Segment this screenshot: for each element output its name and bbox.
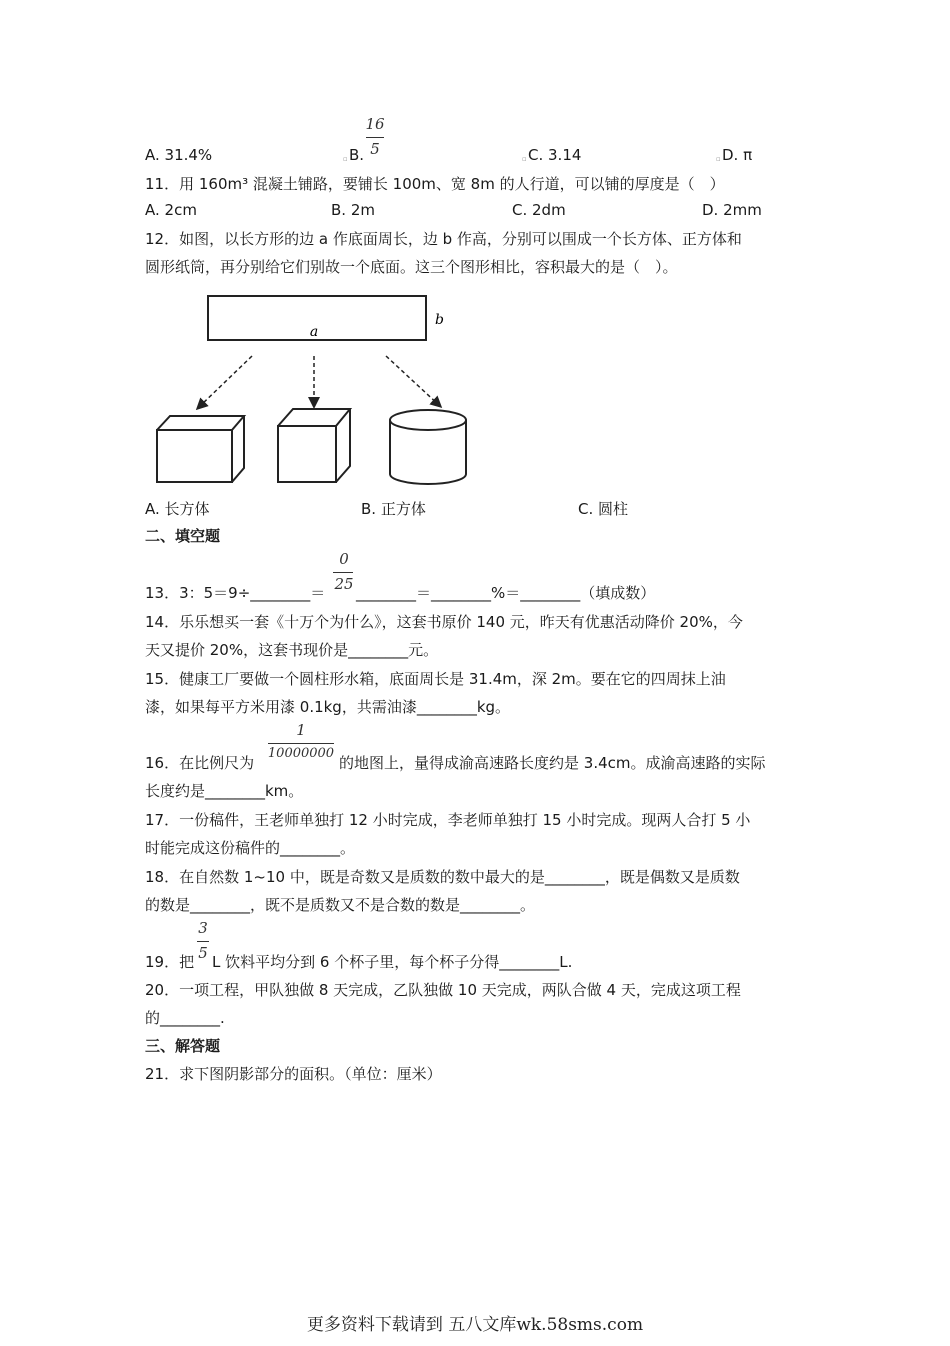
question-16-before: 16．在比例尺为 (145, 754, 255, 772)
option-marker: ▫ (716, 155, 721, 163)
question-12-line1: 12．如图，以长方形的边 a 作底面周长，边 b 作高，分别可以围成一个长方体、正方体和 (145, 230, 742, 248)
fraction-denominator: 25 (334, 575, 354, 593)
arrow-right (386, 356, 440, 406)
option-a: A. 31.4% (145, 146, 213, 164)
question-13-before: 13．3：5＝9÷________＝ (145, 584, 326, 602)
question-14-line2: 天又提价 20%，这套书现价是________元。 (145, 641, 439, 659)
fraction-denominator: 5 (370, 140, 380, 158)
fraction-bar (366, 137, 384, 138)
question-16-line2: 长度约是________km。 (145, 782, 304, 800)
option-marker: ▫ (522, 155, 527, 163)
fraction-denominator: 5 (198, 944, 208, 962)
q11-option-a: A. 2cm (145, 201, 197, 219)
fraction-numerator: 16 (365, 115, 385, 133)
question-11: 11．用 160m³ 混凝土铺路，要铺长 100m、宽 8m 的人行道，可以铺的厚度是（ ） (145, 175, 725, 193)
question-17-line1: 17．一份稿件，王老师单独打 12 小时完成，李老师单独打 15 小时完成。现两人合打 5 小 (145, 811, 751, 829)
q12-figure (140, 288, 480, 488)
fraction-numerator: 1 (296, 721, 306, 739)
question-20-line2: 的________. (145, 1009, 225, 1027)
option-marker: ▫ (343, 155, 348, 163)
question-19-after: L 饮料平均分到 6 个杯子里，每个杯子分得________L. (212, 953, 573, 971)
q12-option-c: C. 圆柱 (578, 500, 629, 518)
question-19-before: 19．把 (145, 953, 195, 971)
question-16-after: 的地图上，量得成渝高速路长度约是 3.4cm。成渝高速路的实际 (339, 754, 766, 772)
q12-option-b: B. 正方体 (361, 500, 426, 518)
question-13-after: ________＝________%＝________（填成数） (356, 584, 656, 602)
fraction-numerator: 0 (339, 550, 349, 568)
section-heading-answer: 三、解答题 (145, 1037, 221, 1055)
question-21: 21．求下图阴影部分的面积。（单位：厘米） (145, 1065, 442, 1083)
option-c: C. 3.14 (528, 146, 582, 164)
arrow-left (198, 356, 252, 408)
question-20-line1: 20．一项工程，甲队独做 8 天完成，乙队独做 10 天完成，两队合做 4 天，完成这项工程 (145, 981, 741, 999)
fraction-bar (333, 572, 353, 573)
fraction-denominator: 10000000 (267, 746, 335, 761)
q11-option-d: D. 2mm (702, 201, 762, 219)
fraction-bar (268, 743, 334, 744)
cylinder-shape (390, 410, 466, 484)
label-a: a (309, 324, 319, 340)
q12-option-a: A. 长方体 (145, 500, 210, 518)
option-b-label: B. (349, 146, 365, 164)
question-18-line2: 的数是________，既不是质数又不是合数的数是________。 (145, 896, 536, 914)
label-b: b (435, 312, 444, 328)
q11-option-c: C. 2dm (512, 201, 566, 219)
question-15-line2: 漆，如果每平方米用漆 0.1kg，共需油漆________kg。 (145, 698, 511, 716)
option-d: D. π (722, 146, 753, 164)
fraction-bar (197, 941, 209, 942)
cube-shape (278, 409, 350, 482)
q11-option-b: B. 2m (331, 201, 375, 219)
fraction-numerator: 3 (198, 919, 208, 937)
footer-watermark: 更多资料下载请到 五八文库wk.58sms.com (306, 1315, 644, 1335)
section-heading-fill-blank: 二、填空题 (145, 527, 221, 545)
question-12-line2: 圆形纸筒，再分别给它们别故一个底面。这三个图形相比，容积最大的是（ ）。 (145, 258, 678, 276)
question-18-line1: 18．在自然数 1~10 中，既是奇数又是质数的数中最大的是________，既是偶数又是质数 (145, 868, 740, 886)
question-14-line1: 14．乐乐想买一套《十万个为什么》，这套书原价 140 元，昨天有优惠活动降价 20%，今 (145, 613, 743, 631)
question-15-line1: 15．健康工厂要做一个圆柱形水箱，底面周长是 31.4m，深 2m。要在它的四周抹上油 (145, 670, 726, 688)
question-17-line2: 时能完成这份稿件的________。 (145, 839, 356, 857)
cuboid-shape (157, 416, 244, 482)
